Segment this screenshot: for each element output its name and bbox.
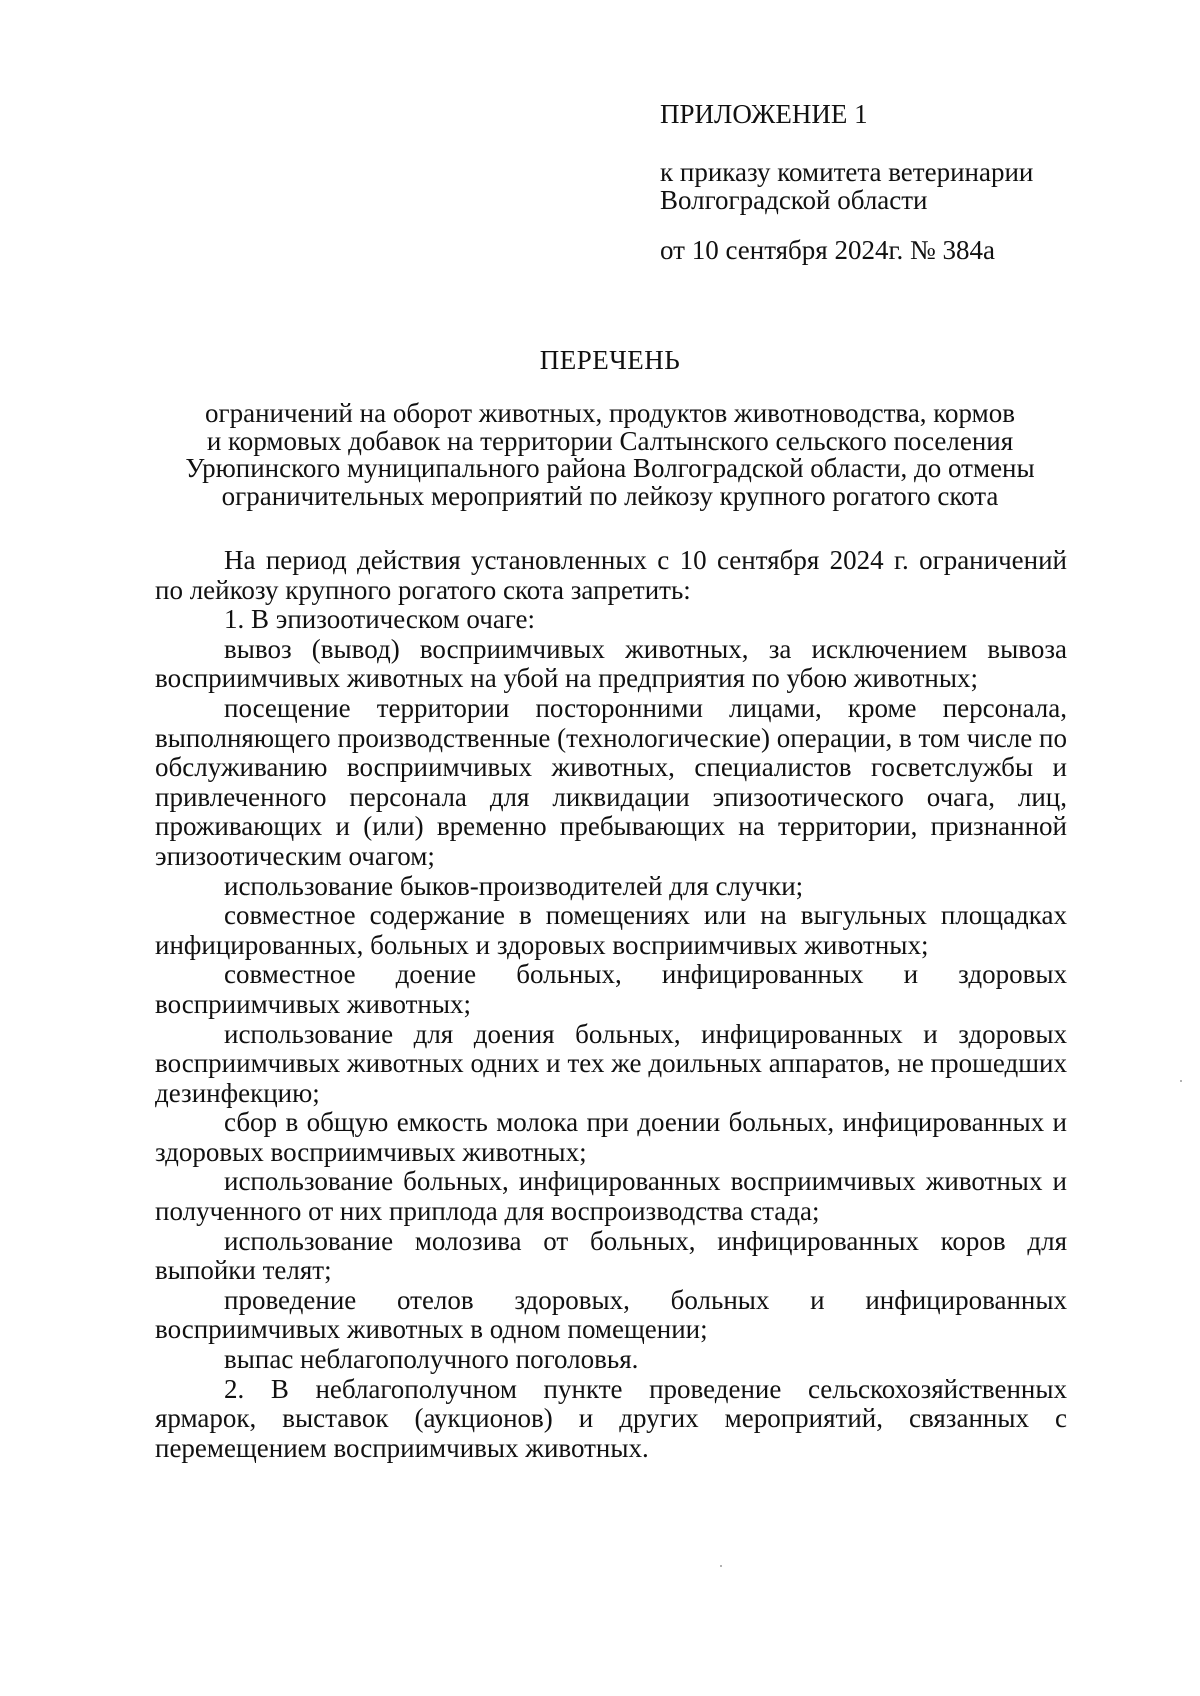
subtitle-line: Урюпинского муниципального района Волгоградской области, до отмены	[185, 453, 1035, 483]
restriction-item: использование быков-производителей для случки;	[224, 870, 804, 901]
section-heading: 1. В эпизоотическом очаге:	[224, 604, 536, 635]
appendix-header	[660, 100, 1140, 264]
restriction-item: посещение территории посторонними лицами, кроме персонала, выполняющего производственные (технологические) операции, в том числе по обслуживанию восприимчивых животных, специалистов госветслужбы и привлеченного персонала для ликвидации эпизоотического очага, лиц, проживающих и (или) временно пребывающих на территории, признанной эпизоотическим очагом;	[155, 692, 1067, 871]
document-title: ПЕРЕЧЕНЬ	[539, 345, 681, 375]
restriction-item: использование для доения больных, инфицированных и здоровых восприимчивых животных одних и тех же доильных аппаратов, не прошедших дезинфекцию;	[155, 1018, 1067, 1108]
restriction-item: вывоз (вывод) восприимчивых животных, за исключением вывоза восприимчивых животных на убой на предприятия по убою животных;	[155, 633, 1067, 694]
restriction-item: использование больных, инфицированных восприимчивых животных и полученного от них приплода для воспроизводства стада;	[155, 1166, 1067, 1227]
order-reference	[660, 158, 1140, 214]
restriction-item: проведение отелов здоровых, больных и инфицированных восприимчивых животных в одном помещении;	[155, 1284, 1067, 1345]
order-reference-line-1: к приказу комитета ветеринарии	[660, 157, 1034, 187]
document-subtitle	[150, 400, 1070, 510]
scan-speck	[1180, 1080, 1182, 1082]
restriction-item: сбор в общую емкость молока при доении больных, инфицированных и здоровых восприимчивых животных;	[155, 1107, 1067, 1167]
restriction-item: совместное содержание в помещениях или на выгульных площадках инфицированных, больных и здоровых восприимчивых животных;	[155, 900, 1067, 960]
order-date: от 10 сентября 2024г. № 384а	[660, 235, 995, 265]
subtitle-line: ограничительных мероприятий по лейкозу крупного рогатого скота	[221, 480, 999, 511]
section-paragraph: 2. В неблагополучном пункте проведение сельскохозяйственных ярмарок, выставок (аукционов) и других мероприятий, связанных с перемещением восприимчивых животных.	[155, 1373, 1067, 1463]
restriction-item: выпас неблагополучного поголовья.	[224, 1344, 639, 1375]
restriction-item: совместное доение больных, инфицированных и здоровых восприимчивых животных;	[155, 959, 1067, 1019]
scan-speck	[720, 1565, 722, 1567]
subtitle-line: ограничений на оборот животных, продуктов животноводства, кормов	[205, 398, 1015, 428]
intro-paragraph: На период действия установленных с 10 сентября 2024 г. ограничений по лейкозу крупного рогатого скота запретить:	[155, 545, 1067, 605]
order-reference-line-2: Волгоградской области	[660, 185, 928, 215]
appendix-label: ПРИЛОЖЕНИЕ 1	[660, 99, 868, 129]
restriction-item: использование молозива от больных, инфицированных коров для выпойки телят;	[155, 1225, 1067, 1286]
document-body	[155, 546, 1067, 1463]
subtitle-line: и кормовых добавок на территории Салтынского сельского поселения	[206, 425, 1014, 456]
